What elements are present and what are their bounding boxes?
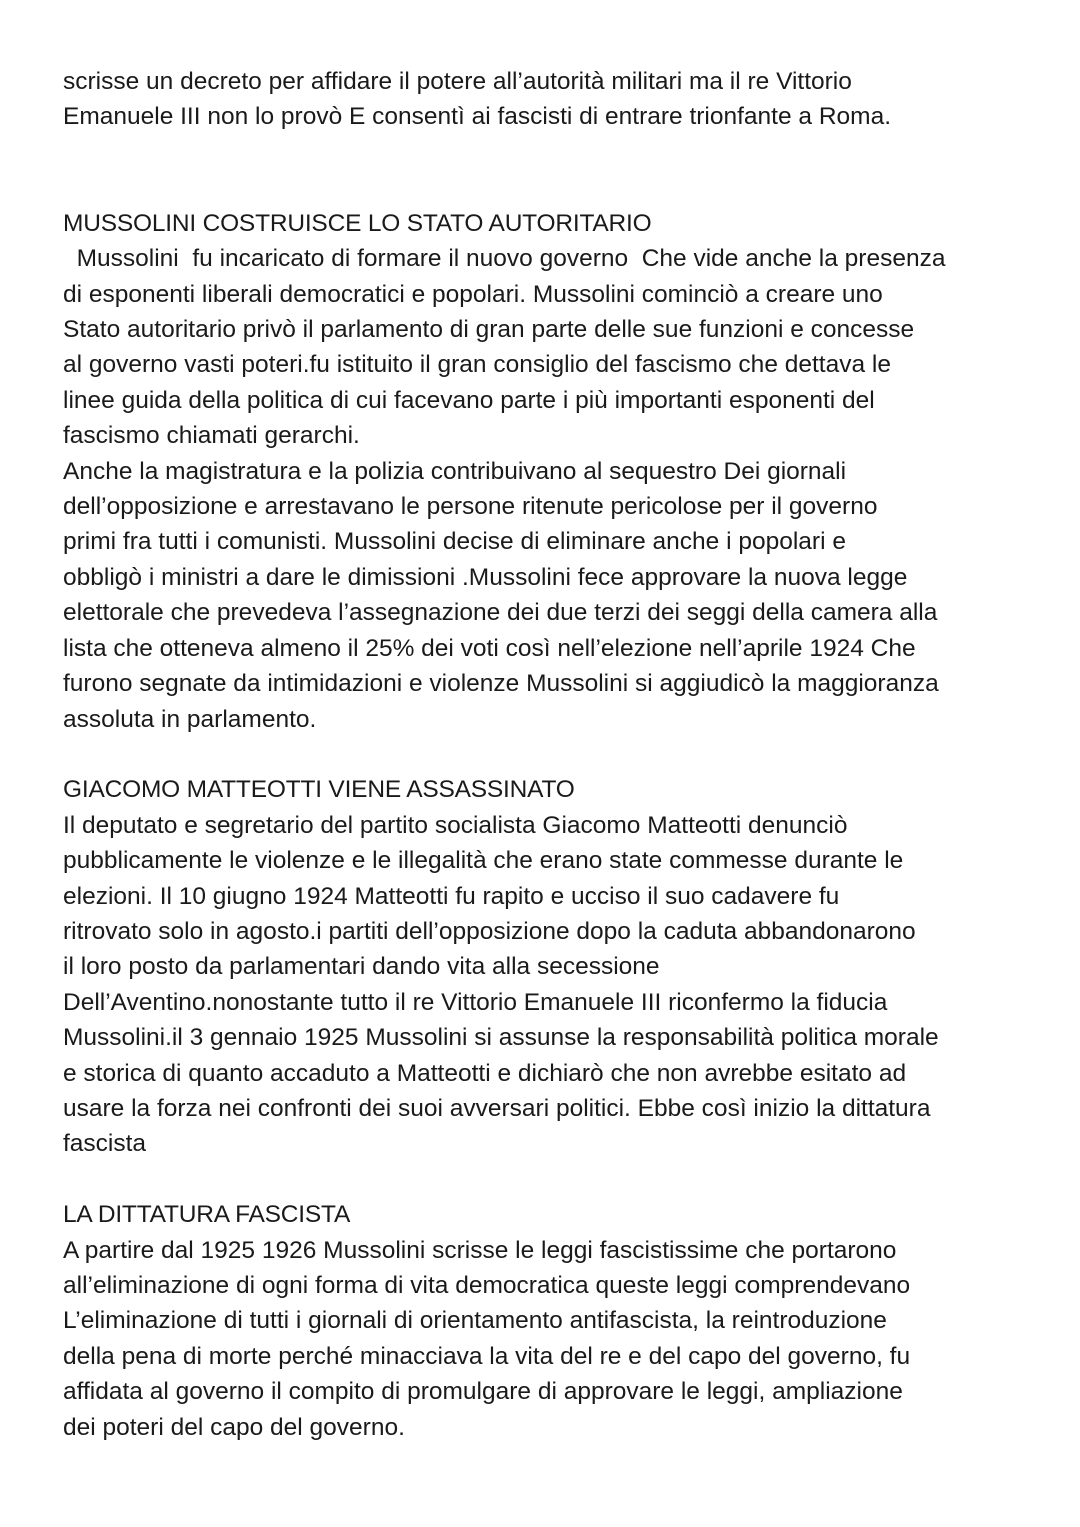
- text-line: Anche la magistratura e la polizia contribuivano al sequestro Dei giornali: [63, 457, 847, 485]
- text-line: e storica di quanto accaduto a Matteotti e dichiarò che non avrebbe esitato ad: [63, 1059, 907, 1087]
- text-line: Stato autoritario privò il parlamento di gran parte delle sue funzioni e concesse: [63, 316, 915, 344]
- text-line: lista che otteneva almeno il 25% dei voti così nell’elezione nell’aprile 1924 Che: [63, 634, 916, 662]
- text-line: furono segnate da intimidazioni e violenze Mussolini si aggiudicò la maggioranza: [63, 670, 939, 698]
- text-line: ritrovato solo in agosto.i partiti dell’opposizione dopo la caduta abbandonarono: [63, 917, 916, 945]
- text-line: all’eliminazione di ogni forma di vita democratica queste leggi comprendevano: [63, 1271, 911, 1299]
- section-paragraph: [63, 241, 1033, 737]
- text-line: Il deputato e segretario del partito socialista Giacomo Matteotti denunciò: [63, 811, 848, 839]
- text-line: obbligò i ministri a dare le dimissioni .Mussolini fece approvare la nuova legge: [63, 563, 908, 591]
- text-line: A partire dal 1925 1926 Mussolini scrisse le leggi fascistissime che portarono: [63, 1236, 897, 1264]
- text-line: dell’opposizione e arrestavano le persone ritenute pericolose per il governo: [63, 493, 878, 521]
- text-line: Dell’Aventino.nonostante tutto il re Vittorio Emanuele III riconfermo la fiducia: [63, 988, 888, 1016]
- section-paragraph: [63, 1233, 1033, 1445]
- section-paragraph: [63, 808, 1033, 1162]
- intro-paragraph: [63, 64, 1033, 135]
- text-line: fascista: [63, 1130, 147, 1158]
- spacer: [63, 737, 1033, 772]
- text-line: al governo vasti poteri.fu istituito il gran consiglio del fascismo che dettava le: [63, 351, 891, 379]
- text-line: Mussolini fu incaricato di formare il nuovo governo Che vide anche la presenza: [63, 245, 946, 273]
- text-line: linee guida della politica di cui facevano parte i più importanti esponenti del: [63, 386, 875, 414]
- text-line: il loro posto da parlamentari dando vita alla secessione: [63, 953, 660, 981]
- text-line: di esponenti liberali democratici e popolari. Mussolini cominciò a creare uno: [63, 280, 883, 308]
- text-line: assoluta in parlamento.: [63, 705, 317, 733]
- section-heading: MUSSOLINI COSTRUISCE LO STATO AUTORITARIO: [63, 209, 652, 237]
- section-heading: LA DITTATURA FASCISTA: [63, 1201, 351, 1229]
- text-line: L’eliminazione di tutti i giornali di orientamento antifascista, la reintroduzione: [63, 1307, 887, 1335]
- spacer: [63, 135, 1033, 206]
- text-line: elezioni. Il 10 giugno 1924 Matteotti fu rapito e ucciso il suo cadavere fu: [63, 882, 840, 910]
- text-line: della pena di morte perché minacciava la vita del re e del capo del governo, fu: [63, 1342, 911, 1370]
- text-line: scrisse un decreto per affidare il potere all’autorità militari ma il re Vittorio: [63, 68, 852, 95]
- spacer: [63, 1162, 1033, 1197]
- text-line: elettorale che prevedeva l’assegnazione dei due terzi dei seggi della camera alla: [63, 599, 938, 627]
- text-line: dei poteri del capo del governo.: [63, 1413, 405, 1441]
- text-line: pubblicamente le violenze e le illegalità che erano state commesse durante le: [63, 847, 904, 875]
- text-line: primi fra tutti i comunisti. Mussolini decise di eliminare anche i popolari e: [63, 528, 846, 556]
- section-heading: GIACOMO MATTEOTTI VIENE ASSASSINATO: [63, 776, 575, 804]
- text-line: usare la forza nei confronti dei suoi avversari politici. Ebbe così inizio la dittatura: [63, 1094, 931, 1122]
- document-page: [63, 64, 1033, 1445]
- text-line: affidata al governo il compito di promulgare di approvare le leggi, ampliazione: [63, 1378, 903, 1406]
- text-line: Emanuele III non lo provò E consentì ai fascisti di entrare trionfante a Roma.: [63, 103, 891, 131]
- text-line: Mussolini.il 3 gennaio 1925 Mussolini si assunse la responsabilità politica morale: [63, 1024, 939, 1052]
- text-line: fascismo chiamati gerarchi.: [63, 422, 360, 450]
